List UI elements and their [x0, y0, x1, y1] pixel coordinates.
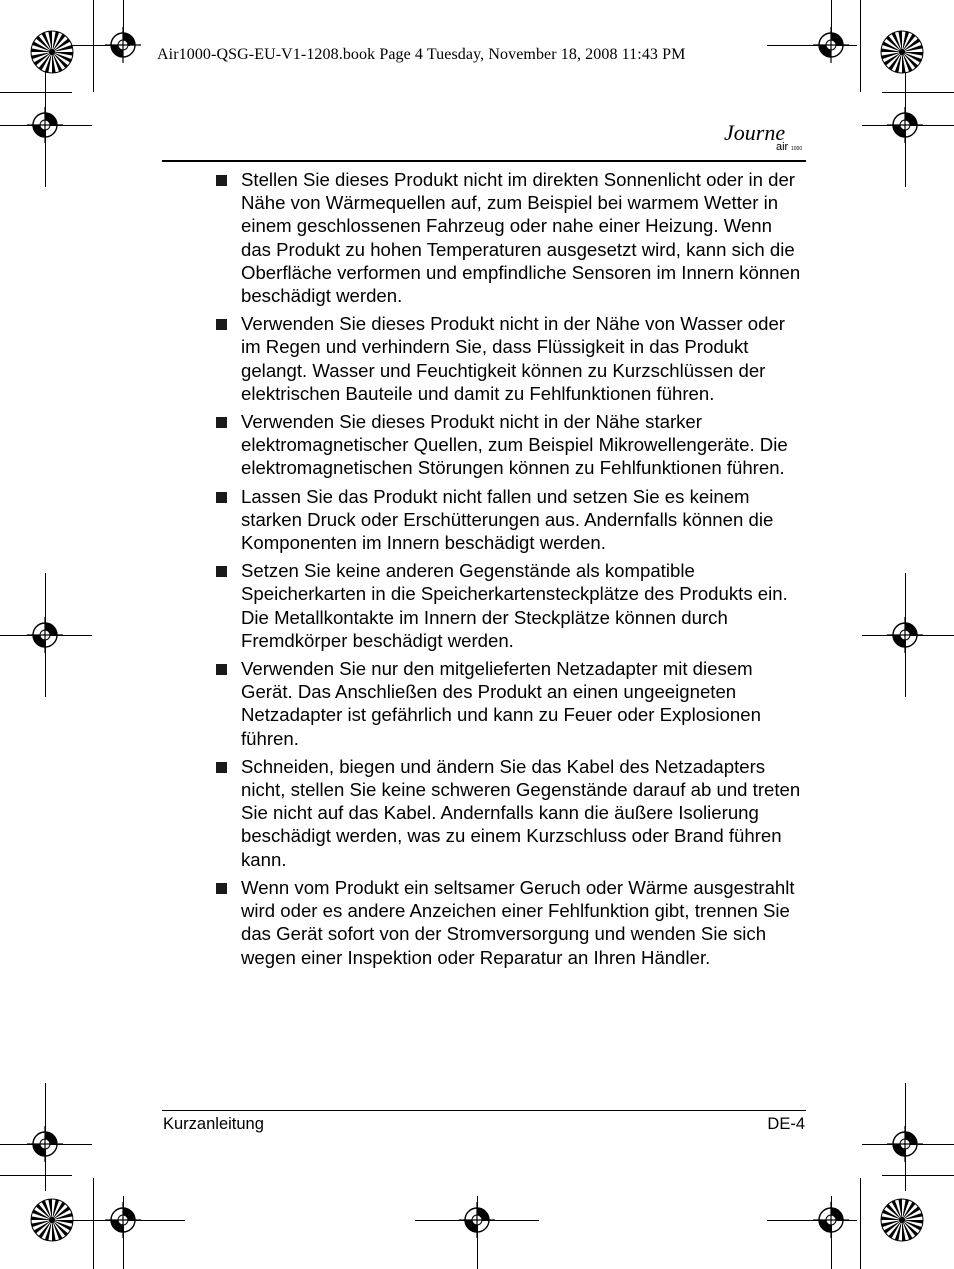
- registration-crosshair-icon: [813, 1202, 849, 1238]
- square-bullet-icon: [216, 492, 227, 503]
- list-item-text: Lassen Sie das Produkt nicht fallen und setzen Sie es keinem starken Druck oder Erschütterungen aus. Andernfalls können die Komponenten im Innern beschädigt werden.: [241, 485, 774, 554]
- journe-air-logo: [720, 112, 810, 160]
- square-bullet-icon: [216, 762, 227, 773]
- list-item: [214, 755, 806, 871]
- square-bullet-icon: [216, 175, 227, 186]
- logo-script: Journe: [724, 120, 786, 145]
- square-bullet-icon: [216, 664, 227, 675]
- list-item: [214, 410, 806, 480]
- list-item: [214, 312, 806, 405]
- crop-line: [860, 1178, 861, 1269]
- header-rule: [162, 160, 806, 162]
- crop-line: [860, 0, 861, 92]
- color-target-icon: [879, 29, 925, 75]
- registration-crosshair-icon: [887, 617, 923, 653]
- list-item: [214, 657, 806, 750]
- list-item: [214, 485, 806, 555]
- list-item-text: Setzen Sie keine anderen Gegenstände als kompatible Speicherkarten in die Speicherkartensteckplätze des Produkts ein. Die Metallkontakte im Innern der Steckplätze können durch Fremdkörper beschädigt werden.: [241, 560, 788, 651]
- crop-line: [93, 1178, 94, 1269]
- logo-model: air: [776, 141, 789, 153]
- registration-crosshair-icon: [887, 1126, 923, 1162]
- list-item-text: Verwenden Sie dieses Produkt nicht in der Nähe starker elektromagnetischer Quellen, zum Beispiel Mikrowellengeräte. Die elektromagnetischen Störungen können zu Fehlfunktionen führen.: [241, 411, 788, 479]
- color-target-icon: [29, 1197, 75, 1243]
- registration-crosshair-icon: [27, 107, 63, 143]
- crop-line: [0, 1175, 72, 1176]
- page-number: DE-4: [767, 1115, 805, 1133]
- footer-rule: [162, 1110, 806, 1111]
- list-item-text: Schneiden, biegen und ändern Sie das Kabel des Netzadapters nicht, stellen Sie keine schweren Gegenstände darauf ab und treten Sie nicht auf das Kabel. Andernfalls kann die äußere Isolierung beschädigt werden, was zu einem Kurzschluss oder Brand führen kann.: [241, 755, 801, 870]
- registration-crosshair-icon: [887, 107, 923, 143]
- list-item: [214, 876, 806, 969]
- registration-crosshair-icon: [105, 1202, 141, 1238]
- square-bullet-icon: [216, 417, 227, 428]
- registration-crosshair-icon: [813, 27, 849, 63]
- registration-crosshair-icon: [27, 617, 63, 653]
- registration-crosshair-icon: [105, 27, 141, 63]
- print-header: Air1000-QSG-EU-V1-1208.book Page 4 Tuesday, November 18, 2008 11:43 PM: [157, 46, 686, 63]
- list-item-text: Verwenden Sie nur den mitgelieferten Netzadapter mit diesem Gerät. Das Anschließen des Produkt an einen ungeeigneten Netzadapter ist gefährlich und kann zu Feuer oder Explosionen führen.: [241, 658, 761, 749]
- color-target-icon: [29, 29, 75, 75]
- crop-line: [882, 92, 954, 93]
- list-item: [214, 559, 806, 652]
- registration-crosshair-icon: [27, 1126, 63, 1162]
- square-bullet-icon: [216, 883, 227, 894]
- crop-line: [882, 1175, 954, 1176]
- square-bullet-icon: [216, 566, 227, 577]
- footer-title: Kurzanleitung: [163, 1115, 264, 1133]
- registration-crosshair-icon: [459, 1202, 495, 1238]
- list-item-text: Wenn vom Produkt ein seltsamer Geruch oder Wärme ausgestrahlt wird oder es andere Anzeichen einer Fehlfunktion gibt, trennen Sie das Gerät sofort von der Stromversorgung und wenden Sie sich wegen einer Inspektion oder Reparatur an Ihren Händler.: [241, 876, 795, 968]
- safety-list: [214, 168, 806, 974]
- logo-model-sub: 1000: [791, 146, 803, 152]
- crop-line: [0, 92, 72, 93]
- square-bullet-icon: [216, 319, 227, 330]
- crop-line: [93, 0, 94, 92]
- list-item-text: Stellen Sie dieses Produkt nicht im direkten Sonnenlicht oder in der Nähe von Wärmequellen auf, zum Beispiel bei warmem Wetter in einem geschlossenen Fahrzeug oder nahe einer Heizung. Wenn das Produkt zu hohen Temperaturen ausgesetzt wird, kann sich die Oberfläche verformen und empfindliche Sensoren im Innern können beschädigt werden.: [241, 169, 801, 307]
- list-item-text: Verwenden Sie dieses Produkt nicht in der Nähe von Wasser oder im Regen und verhindern Sie, dass Flüssigkeit in das Produkt gelangt. Wasser und Feuchtigkeit können zu Kurzschlüssen der elektrischen Bauteile und damit zu Fehlfunktionen führen.: [241, 313, 785, 404]
- list-item: [214, 168, 806, 307]
- color-target-icon: [879, 1197, 925, 1243]
